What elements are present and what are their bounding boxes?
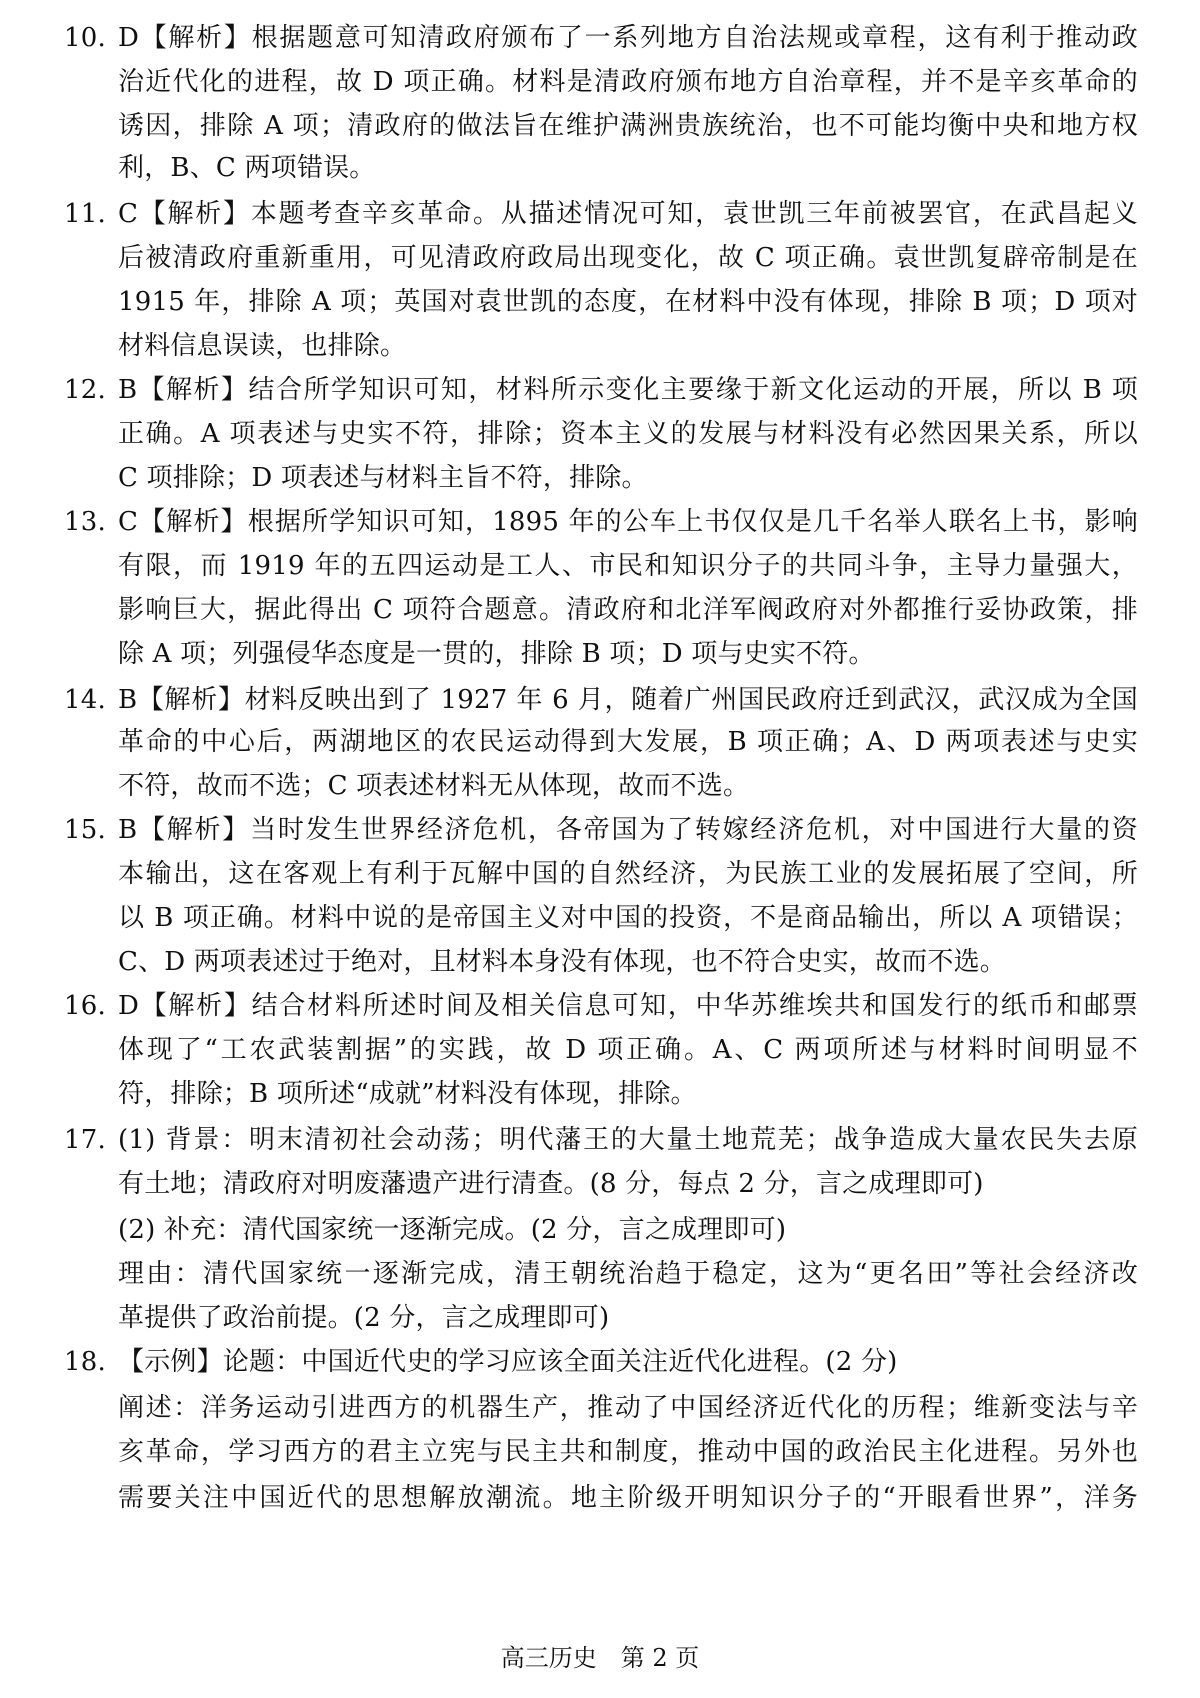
answer-line	[0, 722, 1200, 762]
answer-line	[0, 326, 1200, 366]
answer-text: C、D 两项表述过于绝对，且材料本身没有体现，也不符合史实，故而不选。	[118, 947, 1007, 977]
answer-line	[0, 18, 1200, 58]
answer-text: 有限，而 1919 年的五四运动是工人、市民和知识分子的共同斗争，主导力量强大，	[118, 551, 1138, 581]
answer-text: 【示例】论题：中国近代史的学习应该全面关注近代化进程。(2 分)	[118, 1347, 898, 1377]
answer-line	[0, 986, 1200, 1026]
answer-text: 本输出，这在客观上有利于瓦解中国的自然经济，为民族工业的发展拓展了空间，所	[118, 859, 1138, 889]
answer-line	[0, 1478, 1200, 1518]
answer-line	[0, 194, 1200, 234]
answer-line	[0, 898, 1200, 938]
answer-line	[0, 502, 1200, 542]
answer-line	[0, 370, 1200, 410]
answer-line	[0, 1342, 1200, 1382]
answer-text: C【解析】本题考查辛亥革命。从描述情况可知，袁世凯三年前被罢官，在武昌起义	[118, 199, 1138, 229]
answer-text: 后被清政府重新重用，可见清政府政局出现变化，故 C 项正确。袁世凯复辟帝制是在	[118, 243, 1138, 273]
answer-text: 除 A 项；列强侵华态度是一贯的，排除 B 项；D 项与史实不符。	[118, 639, 875, 669]
answer-line	[0, 634, 1200, 674]
answer-line	[0, 1164, 1200, 1204]
answer-text: 理由：清代国家统一逐渐完成，清王朝统治趋于稳定，这为“更名田”等社会经济改	[118, 1259, 1138, 1289]
answer-text: 阐述：洋务运动引进西方的机器生产，推动了中国经济近代化的历程；维新变法与辛	[118, 1393, 1138, 1423]
answer-line	[0, 238, 1200, 278]
answer-text: (2) 补充：清代国家统一逐渐完成。(2 分，言之成理即可)	[118, 1215, 787, 1245]
question-number: 12.	[64, 375, 106, 405]
question-number: 13.	[64, 507, 106, 537]
answer-line	[0, 62, 1200, 102]
answer-text: 需要关注中国近代的思想解放潮流。地主阶级开明知识分子的“开眼看世界”，洋务	[118, 1483, 1138, 1513]
question-number: 16.	[64, 991, 106, 1021]
answer-text: 诱因，排除 A 项；清政府的做法旨在维护满洲贵族统治，也不可能均衡中央和地方权	[118, 111, 1138, 141]
question-number: 10.	[64, 23, 106, 53]
answer-line	[0, 282, 1200, 322]
answer-line	[0, 942, 1200, 982]
answer-text: 革提供了政治前提。(2 分，言之成理即可)	[118, 1303, 610, 1333]
answer-line	[0, 1030, 1200, 1070]
answer-text: B【解析】当时发生世界经济危机，各帝国为了转嫁经济危机，对中国进行大量的资	[118, 815, 1138, 845]
answer-line	[0, 766, 1200, 806]
answer-line	[0, 1074, 1200, 1114]
answer-text: 体现了“工农武装割据”的实践，故 D 项正确。A、C 两项所述与材料时间明显不	[118, 1035, 1138, 1065]
answer-line	[0, 810, 1200, 850]
answer-text: B【解析】结合所学知识可知，材料所示变化主要缘于新文化运动的开展，所以 B 项	[118, 375, 1138, 405]
answer-line	[0, 1298, 1200, 1338]
answer-text: 材料信息误读，也排除。	[118, 331, 407, 361]
answer-line	[0, 854, 1200, 894]
answer-text: C 项排除；D 项表述与材料主旨不符，排除。	[118, 463, 648, 493]
answer-text: 治近代化的进程，故 D 项正确。材料是清政府颁布地方自治章程，并不是辛亥革命的	[118, 67, 1138, 97]
answer-text: 正确。A 项表述与史实不符，排除；资本主义的发展与材料没有必然因果关系，所以	[118, 419, 1138, 449]
answer-text: 利，B、C 两项错误。	[118, 153, 376, 183]
answer-line	[0, 590, 1200, 630]
question-number: 15.	[64, 815, 106, 845]
answer-text: 不符，故而不选；C 项表述材料无从体现，故而不选。	[118, 771, 750, 801]
answer-line	[0, 1388, 1200, 1428]
question-number: 14.	[64, 685, 106, 715]
answer-text: 亥革命，学习西方的君主立宪与民主共和制度，推动中国的政治民主化进程。另外也	[118, 1437, 1138, 1467]
page-footer: 高三历史 第 2 页	[500, 1644, 700, 1672]
answer-text: 革命的中心后，两湖地区的农民运动得到大发展，B 项正确；A、D 两项表述与史实	[118, 727, 1138, 757]
question-number: 11.	[64, 199, 106, 229]
answer-line	[0, 148, 1200, 188]
answer-line	[0, 106, 1200, 146]
answer-text: C【解析】根据所学知识可知，1895 年的公车上书仅仅是几千名举人联名上书，影响	[118, 507, 1138, 537]
answer-text: (1) 背景：明末清初社会动荡；明代藩王的大量土地荒芜；战争造成大量农民失去原	[118, 1125, 1138, 1155]
answer-text: D【解析】根据题意可知清政府颁布了一系列地方自治法规或章程，这有利于推动政	[118, 23, 1138, 53]
question-number: 17.	[64, 1125, 106, 1155]
answer-line	[0, 1432, 1200, 1472]
answer-line	[0, 546, 1200, 586]
answer-text: 影响巨大，据此得出 C 项符合题意。清政府和北洋军阀政府对外都推行妥协政策，排	[118, 595, 1138, 625]
answer-line	[0, 1210, 1200, 1250]
answer-text: 有土地；清政府对明废藩遗产进行清查。(8 分，每点 2 分，言之成理即可)	[118, 1169, 984, 1199]
answer-line	[0, 1254, 1200, 1294]
question-number: 18.	[64, 1347, 106, 1377]
answer-line	[0, 1120, 1200, 1160]
answer-text: 以 B 项正确。材料中说的是帝国主义对中国的投资，不是商品输出，所以 A 项错误；	[118, 903, 1138, 933]
answer-text: 符，排除；B 项所述“成就”材料没有体现，排除。	[118, 1079, 697, 1109]
answer-text: 1915 年，排除 A 项；英国对袁世凯的态度，在材料中没有体现，排除 B 项；D 项对	[118, 287, 1138, 317]
answer-line	[0, 680, 1200, 720]
answer-text: D【解析】结合材料所述时间及相关信息可知，中华苏维埃共和国发行的纸币和邮票	[118, 991, 1138, 1021]
answer-text: B【解析】材料反映出到了 1927 年 6 月，随着广州国民政府迁到武汉，武汉成为全国	[118, 685, 1138, 715]
answer-line	[0, 414, 1200, 454]
answer-line	[0, 458, 1200, 498]
